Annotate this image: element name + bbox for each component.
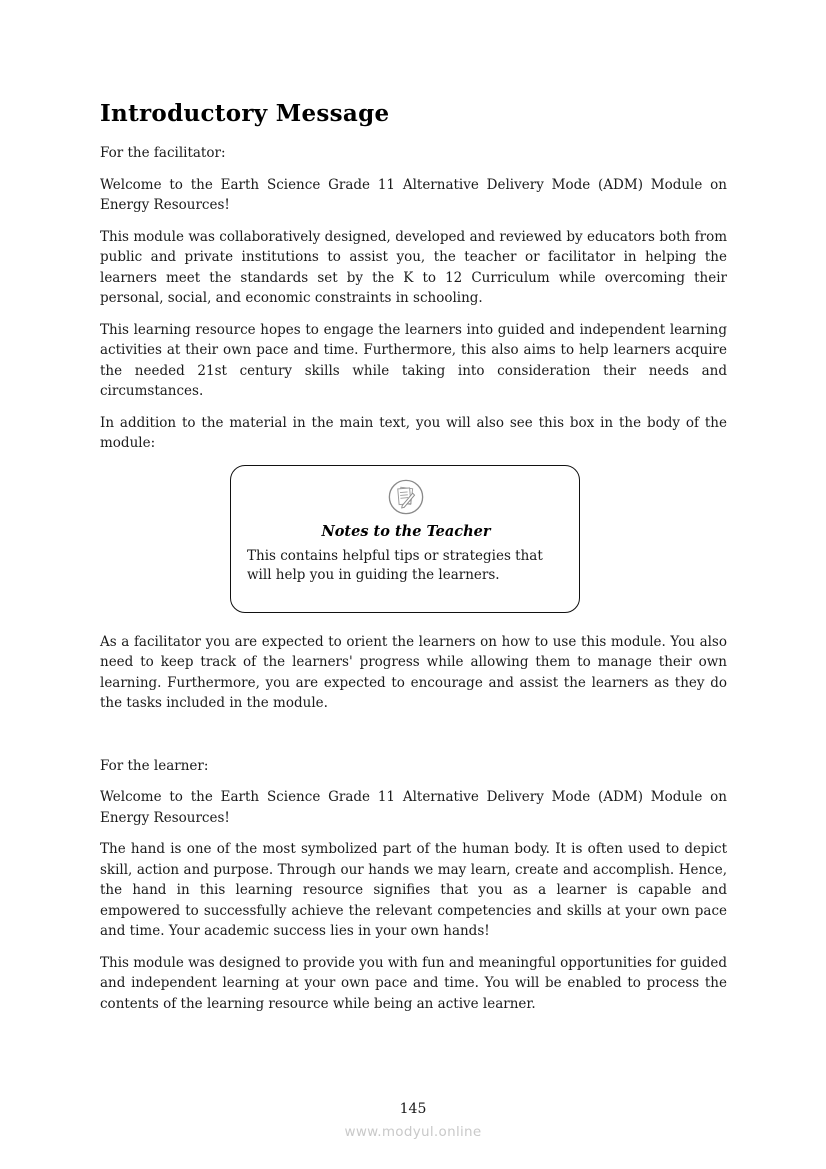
facilitator-salutation: For the facilitator: [100, 145, 226, 161]
notes-box-title: Notes to the Teacher [321, 522, 491, 540]
learner-salutation: For the learner: [100, 757, 209, 774]
learner-section [100, 756, 727, 1015]
paragraph: In addition to the material in the main text, you will also see this box in the body of the module: [100, 414, 727, 451]
notes-icon-wrapper [247, 478, 565, 516]
page-number: 145 [399, 1101, 427, 1117]
paragraph: This learning resource hopes to engage the learners into guided and independent learning activities at their own pace and time. Furthermore, this also aims to help learners acquire the needed 21st century skills while taking into consideration their needs and circumstances. [100, 321, 727, 399]
paragraph: As a facilitator you are expected to orient the learners on how to use this module. You also need to keep track of the learners' progress while allowing them to manage their own learning. Furthermore, you are expected to encourage and assist the learners as they do the tasks included in the module. [100, 633, 727, 711]
paragraph: Welcome to the Earth Science Grade 11 Alternative Delivery Mode (ADM) Module on Energy Resources! [100, 176, 727, 213]
page-title: Introductory Message [100, 100, 390, 127]
paragraph: Welcome to the Earth Science Grade 11 Alternative Delivery Mode (ADM) Module on Energy Resources! [100, 789, 727, 826]
notes-icon [387, 478, 425, 516]
watermark: www.modyul.online [344, 1124, 482, 1140]
notes-box-body: This contains helpful tips or strategies that will help you in guiding the learners. [247, 547, 543, 583]
paragraph: This module was designed to provide you with fun and meaningful opportunities for guided and independent learning at your own pace and time. You will be enabled to process the contents of the learning resource while being an active learner. [100, 954, 727, 1012]
notes-to-teacher-box [230, 465, 580, 613]
paragraph: This module was collaboratively designed, developed and reviewed by educators both from public and private institutions to assist you, the teacher or facilitator in helping the learners meet the standards set by the K to 12 Curriculum while overcoming their personal, social, and economic constraints in schooling. [100, 228, 727, 306]
paragraph: The hand is one of the most symbolized part of the human body. It is often used to depict skill, action and purpose. Through our hands we may learn, create and accomplish. Hence, the hand in this learning resource signifies that you as a learner is capable and empowered to successfully achieve the relevant competencies and skills at your own pace and time. Your academic success lies in your own hands! [100, 841, 727, 939]
